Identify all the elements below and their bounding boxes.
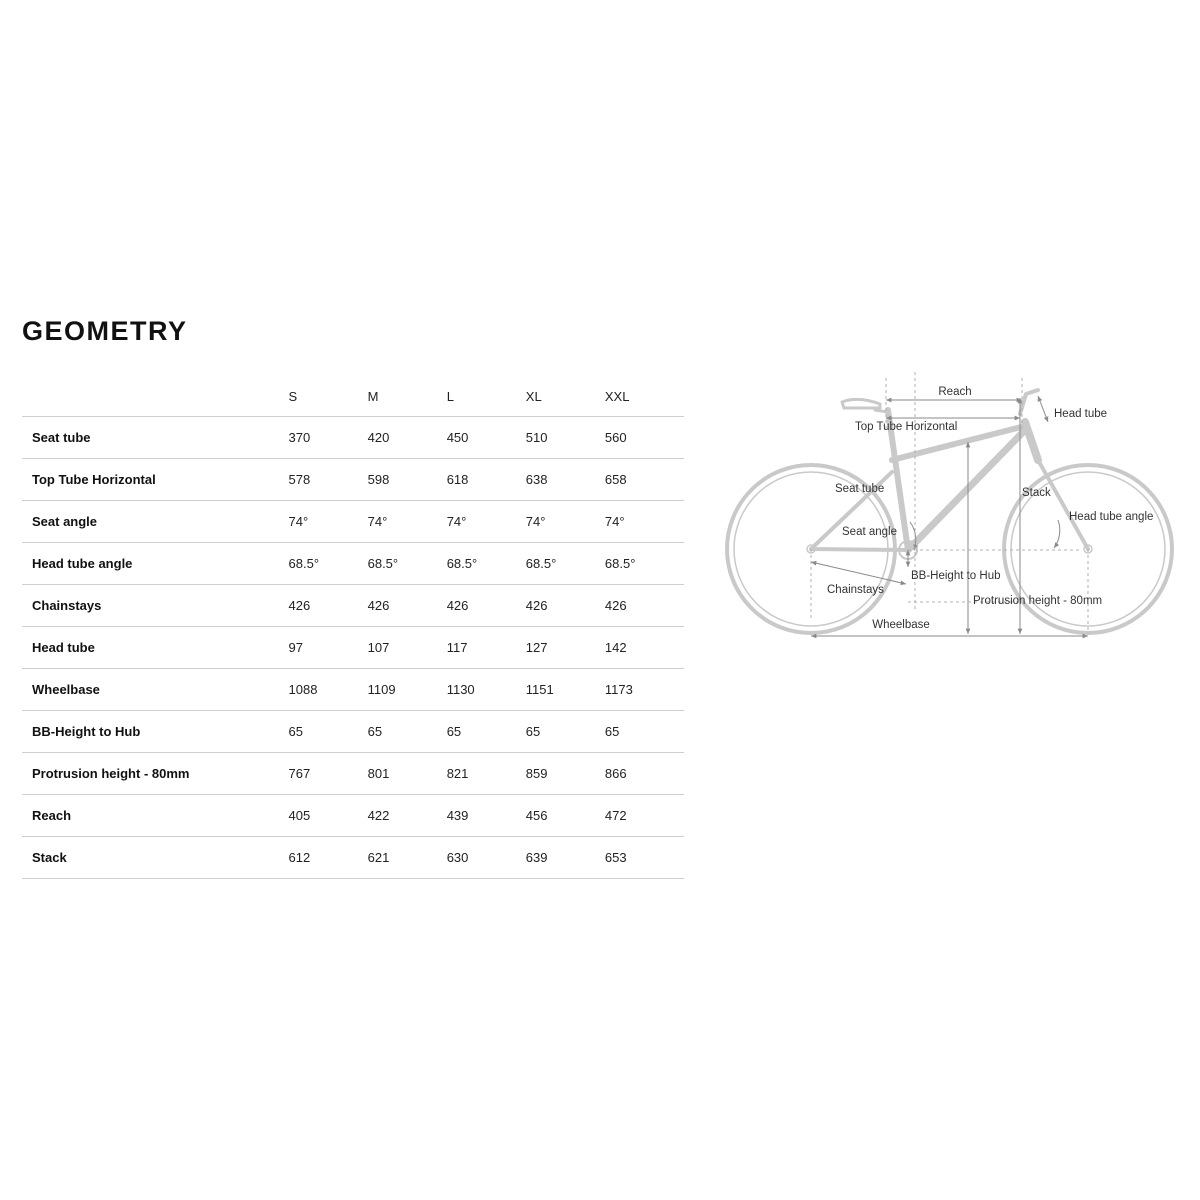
diagram-label-head-tube-angle: Head tube angle [1069, 511, 1154, 523]
cell-value: 68.5° [447, 543, 526, 585]
cell-value: 472 [605, 795, 684, 837]
page-title: GEOMETRY [22, 316, 188, 346]
bike-geometry-diagram [720, 372, 1190, 672]
cell-value: 426 [447, 585, 526, 627]
size-header: XL [526, 376, 605, 417]
cell-value: 426 [605, 585, 684, 627]
cell-value: 1130 [447, 669, 526, 711]
cell-value: 74° [289, 501, 368, 543]
cell-value: 456 [526, 795, 605, 837]
diagram-label-seat-angle: Seat angle [842, 526, 897, 538]
cell-value: 630 [447, 837, 526, 879]
table-row [22, 627, 684, 669]
size-header: S [289, 376, 368, 417]
size-header: XXL [605, 376, 684, 417]
row-label: Top Tube Horizontal [22, 459, 289, 501]
cell-value: 142 [605, 627, 684, 669]
cell-value: 107 [368, 627, 447, 669]
cell-value: 560 [605, 417, 684, 459]
size-header: M [368, 376, 447, 417]
cell-value: 1088 [289, 669, 368, 711]
cell-value: 65 [368, 711, 447, 753]
cell-value: 638 [526, 459, 605, 501]
cell-value: 621 [368, 837, 447, 879]
header-blank [22, 376, 289, 417]
cell-value: 426 [368, 585, 447, 627]
cell-value: 578 [289, 459, 368, 501]
cell-value: 68.5° [368, 543, 447, 585]
diagram-label-reach: Reach [938, 386, 972, 398]
cell-value: 65 [605, 711, 684, 753]
row-label: Wheelbase [22, 669, 289, 711]
table-row [22, 753, 684, 795]
cell-value: 65 [447, 711, 526, 753]
cell-value: 767 [289, 753, 368, 795]
row-label: Head tube angle [22, 543, 289, 585]
diagram-label-wheelbase: Wheelbase [872, 619, 930, 631]
cell-value: 1173 [605, 669, 684, 711]
cell-value: 801 [368, 753, 447, 795]
table-row [22, 501, 684, 543]
cell-value: 1151 [526, 669, 605, 711]
table-row [22, 837, 684, 879]
diagram-label-protrusion: Protrusion height - 80mm [973, 595, 1103, 607]
cell-value: 422 [368, 795, 447, 837]
table-row [22, 543, 684, 585]
cell-value: 439 [447, 795, 526, 837]
row-label: Chainstays [22, 585, 289, 627]
row-label: Seat tube [22, 417, 289, 459]
cell-value: 68.5° [289, 543, 368, 585]
cell-value: 598 [368, 459, 447, 501]
cell-value: 859 [526, 753, 605, 795]
diagram-label-seat-tube: Seat tube [835, 483, 885, 495]
table-row [22, 459, 684, 501]
table-row [22, 669, 684, 711]
cell-value: 1109 [368, 669, 447, 711]
row-label: Stack [22, 837, 289, 879]
diagram-label-head-tube: Head tube [1054, 408, 1108, 420]
cell-value: 97 [289, 627, 368, 669]
diagram-label-top-tube: Top Tube Horizontal [855, 421, 958, 433]
geometry-table [22, 376, 684, 879]
cell-value: 658 [605, 459, 684, 501]
cell-value: 74° [605, 501, 684, 543]
size-header: L [447, 376, 526, 417]
cell-value: 370 [289, 417, 368, 459]
cell-value: 510 [526, 417, 605, 459]
cell-value: 420 [368, 417, 447, 459]
diagram-label-stack: Stack [1022, 487, 1051, 499]
cell-value: 74° [368, 501, 447, 543]
diagram-label-chainstays: Chainstays [827, 584, 884, 596]
table-row [22, 795, 684, 837]
cell-value: 866 [605, 753, 684, 795]
cell-value: 821 [447, 753, 526, 795]
cell-value: 127 [526, 627, 605, 669]
cell-value: 74° [526, 501, 605, 543]
cell-value: 68.5° [605, 543, 684, 585]
cell-value: 65 [526, 711, 605, 753]
cell-value: 426 [289, 585, 368, 627]
row-label: Head tube [22, 627, 289, 669]
cell-value: 74° [447, 501, 526, 543]
cell-value: 612 [289, 837, 368, 879]
cell-value: 426 [526, 585, 605, 627]
table-row [22, 417, 684, 459]
cell-value: 639 [526, 837, 605, 879]
diagram-label-bb-height: BB-Height to Hub [911, 570, 1001, 582]
cell-value: 653 [605, 837, 684, 879]
cell-value: 405 [289, 795, 368, 837]
table-header-row [22, 376, 684, 417]
row-label: Seat angle [22, 501, 289, 543]
cell-value: 68.5° [526, 543, 605, 585]
table-row [22, 711, 684, 753]
cell-value: 450 [447, 417, 526, 459]
row-label: Protrusion height - 80mm [22, 753, 289, 795]
cell-value: 65 [289, 711, 368, 753]
cell-value: 618 [447, 459, 526, 501]
row-label: Reach [22, 795, 289, 837]
table-row [22, 585, 684, 627]
row-label: BB-Height to Hub [22, 711, 289, 753]
cell-value: 117 [447, 627, 526, 669]
